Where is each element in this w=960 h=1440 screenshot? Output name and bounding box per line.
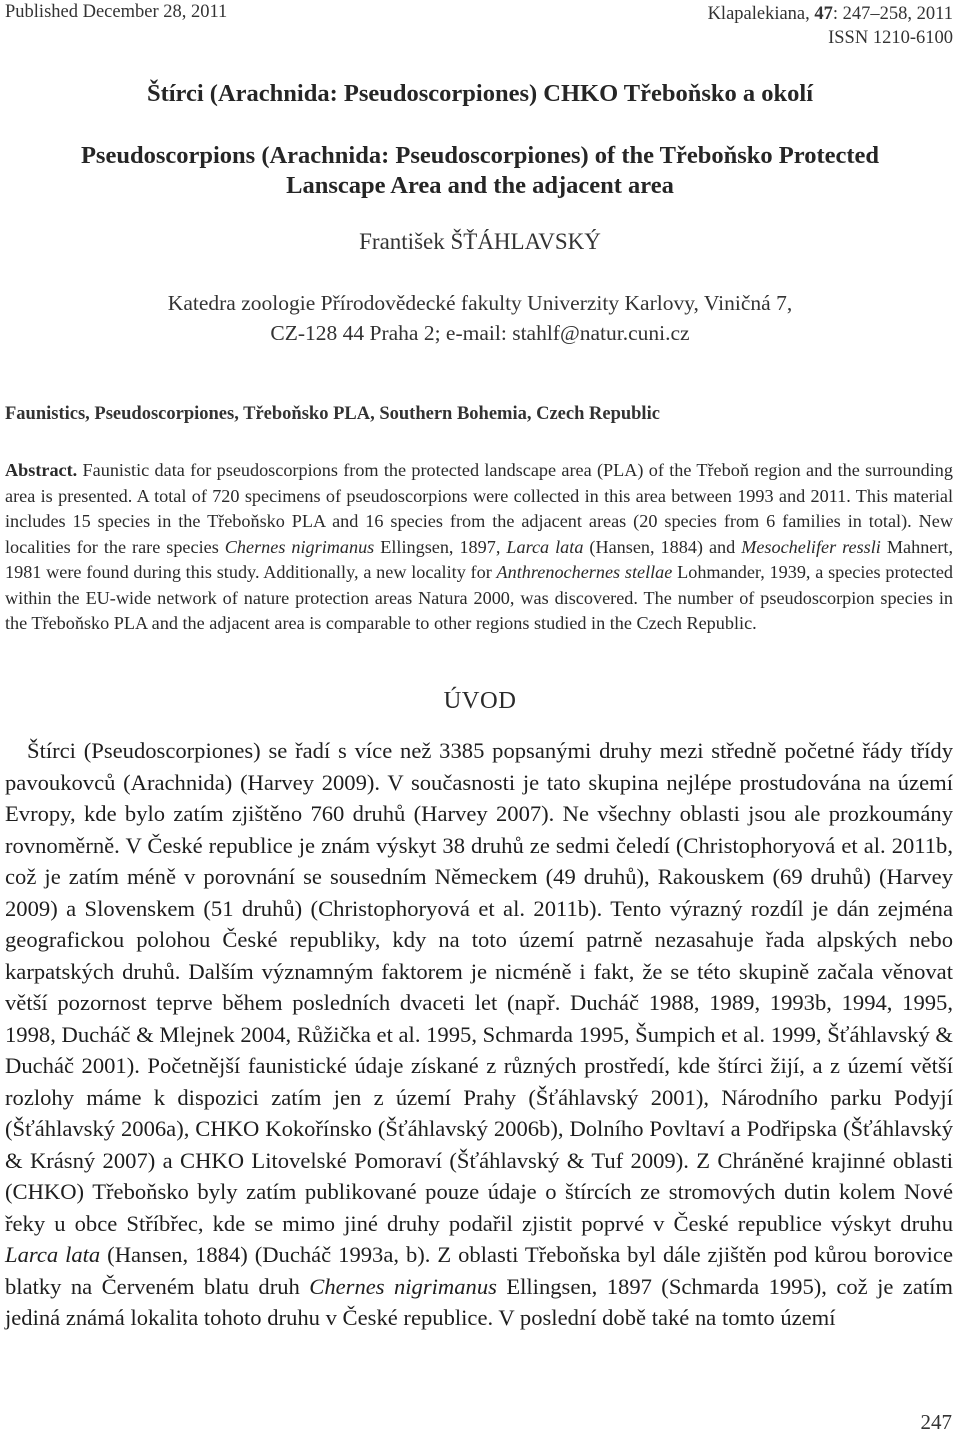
species-name: Larca lata	[5, 1242, 101, 1267]
affiliation-line-1: Katedra zoologie Přírodovědecké fakulty Univerzity Karlovy, Viničná 7,	[167, 291, 793, 315]
body-text	[5, 735, 953, 1334]
journal-line	[708, 2, 953, 26]
title-english	[0, 141, 960, 201]
species-name: Larca lata	[506, 536, 584, 557]
author-affiliation	[0, 288, 960, 348]
journal-pages: : 247–258, 2011	[832, 4, 953, 24]
abstract	[5, 458, 953, 637]
species-name: Chernes nigrimanus	[224, 536, 375, 557]
species-name: Anthrenochernes stellae	[496, 562, 673, 582]
species-name: Chernes nigrimanus	[309, 1273, 497, 1299]
author-name: František ŠŤÁHLAVSKÝ	[359, 229, 601, 254]
abstract-text-5: Lohmander, 1939, a species protected within the EU-wide network of nature protection areas Natura 2000, was discovered. The number of pseudoscorpion species in the Třeboňsko PLA and the adjacent area is comparable to other regions studied in the Czech Republic.	[5, 562, 954, 633]
body-text-1: Štírci (Pseudoscorpiones) se řadí s více než 3385 popsanými druhy mezi středně početné řády třídy pavoukovců (Arachnida) (Harvey 2009). V současnosti je tato skupina nejlépe prostudována na území Evropy, kde bylo zatím zjištěno 760 druhů (Harvey 2007). Ne všechny oblasti jsou ale prozkoumány rovnoměrně. V České republice je znám výskyt 38 druhů ze sedmi čeledí (Christophoryová et al. 2011b, což je zatím méně v porovnání se sousedním Německem (49 druhů), Rakouskem (69 druhů) (Harvey 2009) a Slovenskem (51 druhů) (Christophoryová et al. 2011b). Tento výrazný rozdíl je dán zejména geografickou polohou České republiky, kdy na toto území patrně nezasahuje řada alpských nebo karpatských druhů. Dalším významným faktorem je nicméně i fakt, že se této skupině začala věnovat větší pozornost teprve během posledních dvaceti let (např. Ducháč 1988, 1989, 1993b, 1994, 1995, 1998, Ducháč & Mlejnek 2004, Růžička et al. 1995, Schmarda 1995, Šumpich et al. 1999, Šťáhlavský & Ducháč 2001). Početnější faunistické údaje získané z různých prostředí, kde štírci žijí, a z území větší rozlohy máme k dispozici zatím jen z území Prahy (Šťáhlavský 2001), Národního parku Podyjí (Šťáhlavský 2006a), CHKO Kokořínsko (Šťáhlavský 2006b), Dolního Povltaví a Podřipska (Šťáhlavský & Krásný 2007) a CHKO Litovelské Pomoraví (Šťáhlavský & Tuf 2009). Z Chráněné krajinné oblasti (CHKO) Třeboňsko byly zatím publikované pouze údaje o štírcích ze stromových dutin kolem Nové řeky u obce Stříbřec, kde se mimo jiné druhy podařil zjistit poprvé v České republice výskyt druhu	[5, 738, 953, 1236]
body-text-2: (Hansen, 1884) (Ducháč 1993a, b). Z oblasti Třeboňska byl dále zjištěn pod kůrou borovice blatky na Červeném blatu druh	[5, 1242, 953, 1299]
species-name: Mesochelifer ressli	[741, 536, 881, 557]
affiliation-line-2: CZ-128 44 Praha 2; e-mail: stahlf@natur.cuni.cz	[270, 321, 690, 345]
abstract-text-3: (Hansen, 1884) and	[583, 536, 742, 557]
title-czech: Štírci (Arachnida: Pseudoscorpiones) CHKO Třeboňsko a okolí	[146, 80, 814, 107]
title-english-line-2: Lanscape Area and the adjacent area	[286, 172, 674, 199]
section-heading-uvod: ÚVOD	[443, 687, 517, 714]
journal-name: Klapalekiana,	[707, 4, 815, 24]
abstract-label: Abstract.	[5, 460, 78, 480]
published-date: Published December 28, 2011	[5, 2, 228, 22]
body-text-3: Ellingsen, 1897 (Schmarda 1995), což je zatím jediná známá lokalita tohoto druhu v České republice. V poslední době také na tomto území	[5, 1273, 953, 1330]
keywords: Faunistics, Pseudoscorpiones, Třeboňsko PLA, Southern Bohemia, Czech Republic	[5, 404, 660, 424]
journal-issn: ISSN 1210-6100	[828, 28, 953, 48]
journal-volume: 47	[814, 4, 833, 24]
paragraph	[5, 735, 953, 1334]
page-number: 247	[920, 1410, 952, 1434]
journal-citation	[708, 2, 953, 50]
abstract-text-1: Faunistic data for pseudoscorpions from the protected landscape area (PLA) of the Třeboň region and the surrounding area is presented. A total of 720 specimens of pseudoscorpions were collected in this area between 1993 and 2011. This material includes 15 species in the Třeboňsko PLA and 16 species from the adjacent areas (20 species from 6 families in total). New localities for the rare species	[5, 460, 953, 557]
title-english-line-1: Pseudoscorpions (Arachnida: Pseudoscorpiones) of the Třeboňsko Protected	[80, 142, 880, 169]
abstract-text-2: Ellingsen, 1897,	[374, 536, 507, 557]
abstract-text-4: Mahnert, 1981 were found during this study. Additionally, a new locality for	[5, 536, 954, 582]
